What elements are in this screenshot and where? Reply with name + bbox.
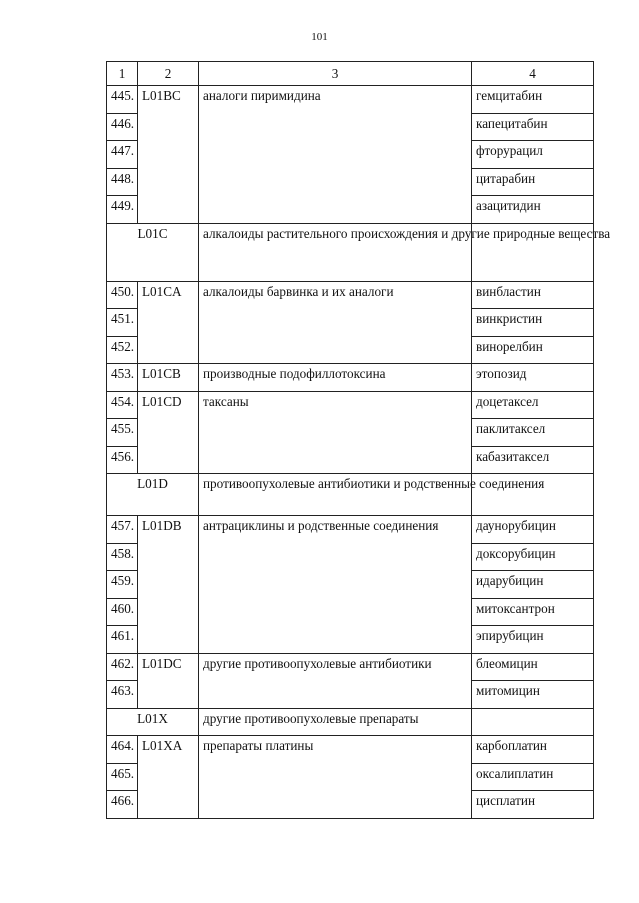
row-number: 459. xyxy=(107,571,138,599)
column-header: 2 xyxy=(138,62,199,86)
table-row xyxy=(107,364,594,392)
column-header: 4 xyxy=(472,62,594,86)
group-code: L01C xyxy=(107,223,199,281)
table-row xyxy=(107,516,594,544)
atc-code: L01CB xyxy=(138,364,199,392)
row-number: 460. xyxy=(107,598,138,626)
row-number: 462. xyxy=(107,653,138,681)
atc-description: алкалоиды барвинка и их аналоги xyxy=(199,281,472,364)
drug-name: капецитабин xyxy=(472,113,594,141)
drug-name: цитарабин xyxy=(472,168,594,196)
row-number: 447. xyxy=(107,141,138,169)
group-row xyxy=(107,708,594,736)
atc-description: препараты платины xyxy=(199,736,472,819)
row-number: 455. xyxy=(107,419,138,447)
drug-name: паклитаксел xyxy=(472,419,594,447)
row-number: 464. xyxy=(107,736,138,764)
drug-name: винорелбин xyxy=(472,336,594,364)
drug-name: гемцитабин xyxy=(472,86,594,114)
atc-code: L01CD xyxy=(138,391,199,474)
group-description: другие противоопухолевые препараты xyxy=(199,708,472,736)
group-code: L01X xyxy=(107,708,199,736)
atc-code: L01BC xyxy=(138,86,199,224)
drug-name: даунорубицин xyxy=(472,516,594,544)
table-row xyxy=(107,391,594,419)
empty-cell xyxy=(472,708,594,736)
drug-name: фторурацил xyxy=(472,141,594,169)
atc-code: L01CA xyxy=(138,281,199,364)
row-number: 451. xyxy=(107,309,138,337)
column-header: 1 xyxy=(107,62,138,86)
row-number: 449. xyxy=(107,196,138,224)
drug-name: винкристин xyxy=(472,309,594,337)
row-number: 465. xyxy=(107,763,138,791)
group-row xyxy=(107,223,594,281)
atc-description: таксаны xyxy=(199,391,472,474)
atc-code: L01DC xyxy=(138,653,199,708)
atc-code: L01XA xyxy=(138,736,199,819)
row-number: 450. xyxy=(107,281,138,309)
drug-name: блеомицин xyxy=(472,653,594,681)
table-row xyxy=(107,736,594,764)
row-number: 446. xyxy=(107,113,138,141)
drug-name: этопозид xyxy=(472,364,594,392)
atc-code: L01DB xyxy=(138,516,199,654)
row-number: 445. xyxy=(107,86,138,114)
atc-description: другие противоопухолевые антибиотики xyxy=(199,653,472,708)
table-row xyxy=(107,281,594,309)
row-number: 457. xyxy=(107,516,138,544)
group-row xyxy=(107,474,594,516)
atc-description: аналоги пиримидина xyxy=(199,86,472,224)
row-number: 458. xyxy=(107,543,138,571)
drug-name: цисплатин xyxy=(472,791,594,819)
table-row xyxy=(107,86,594,114)
drug-name: азацитидин xyxy=(472,196,594,224)
row-number: 466. xyxy=(107,791,138,819)
drug-name: винбластин xyxy=(472,281,594,309)
drug-name: оксалиплатин xyxy=(472,763,594,791)
group-description: противоопухолевые антибиотики и родственные соединения xyxy=(199,474,472,516)
row-number: 461. xyxy=(107,626,138,654)
group-description: алкалоиды растительного происхождения и другие природные вещества xyxy=(199,223,472,281)
drug-name: митоксантрон xyxy=(472,598,594,626)
row-number: 456. xyxy=(107,446,138,474)
atc-description: антрациклины и родственные соединения xyxy=(199,516,472,654)
drug-name: кабазитаксел xyxy=(472,446,594,474)
drug-name: митомицин xyxy=(472,681,594,709)
column-header: 3 xyxy=(199,62,472,86)
atc-description: производные подофиллотоксина xyxy=(199,364,472,392)
drug-name: эпирубицин xyxy=(472,626,594,654)
drug-name: идарубицин xyxy=(472,571,594,599)
group-code: L01D xyxy=(107,474,199,516)
drug-name: доксорубицин xyxy=(472,543,594,571)
drug-name: доцетаксел xyxy=(472,391,594,419)
table-row xyxy=(107,653,594,681)
row-number: 454. xyxy=(107,391,138,419)
table-header-row xyxy=(107,62,594,86)
row-number: 448. xyxy=(107,168,138,196)
drug-table xyxy=(106,61,611,819)
row-number: 453. xyxy=(107,364,138,392)
row-number: 463. xyxy=(107,681,138,709)
page-number: 101 xyxy=(311,31,328,43)
drug-name: карбоплатин xyxy=(472,736,594,764)
row-number: 452. xyxy=(107,336,138,364)
